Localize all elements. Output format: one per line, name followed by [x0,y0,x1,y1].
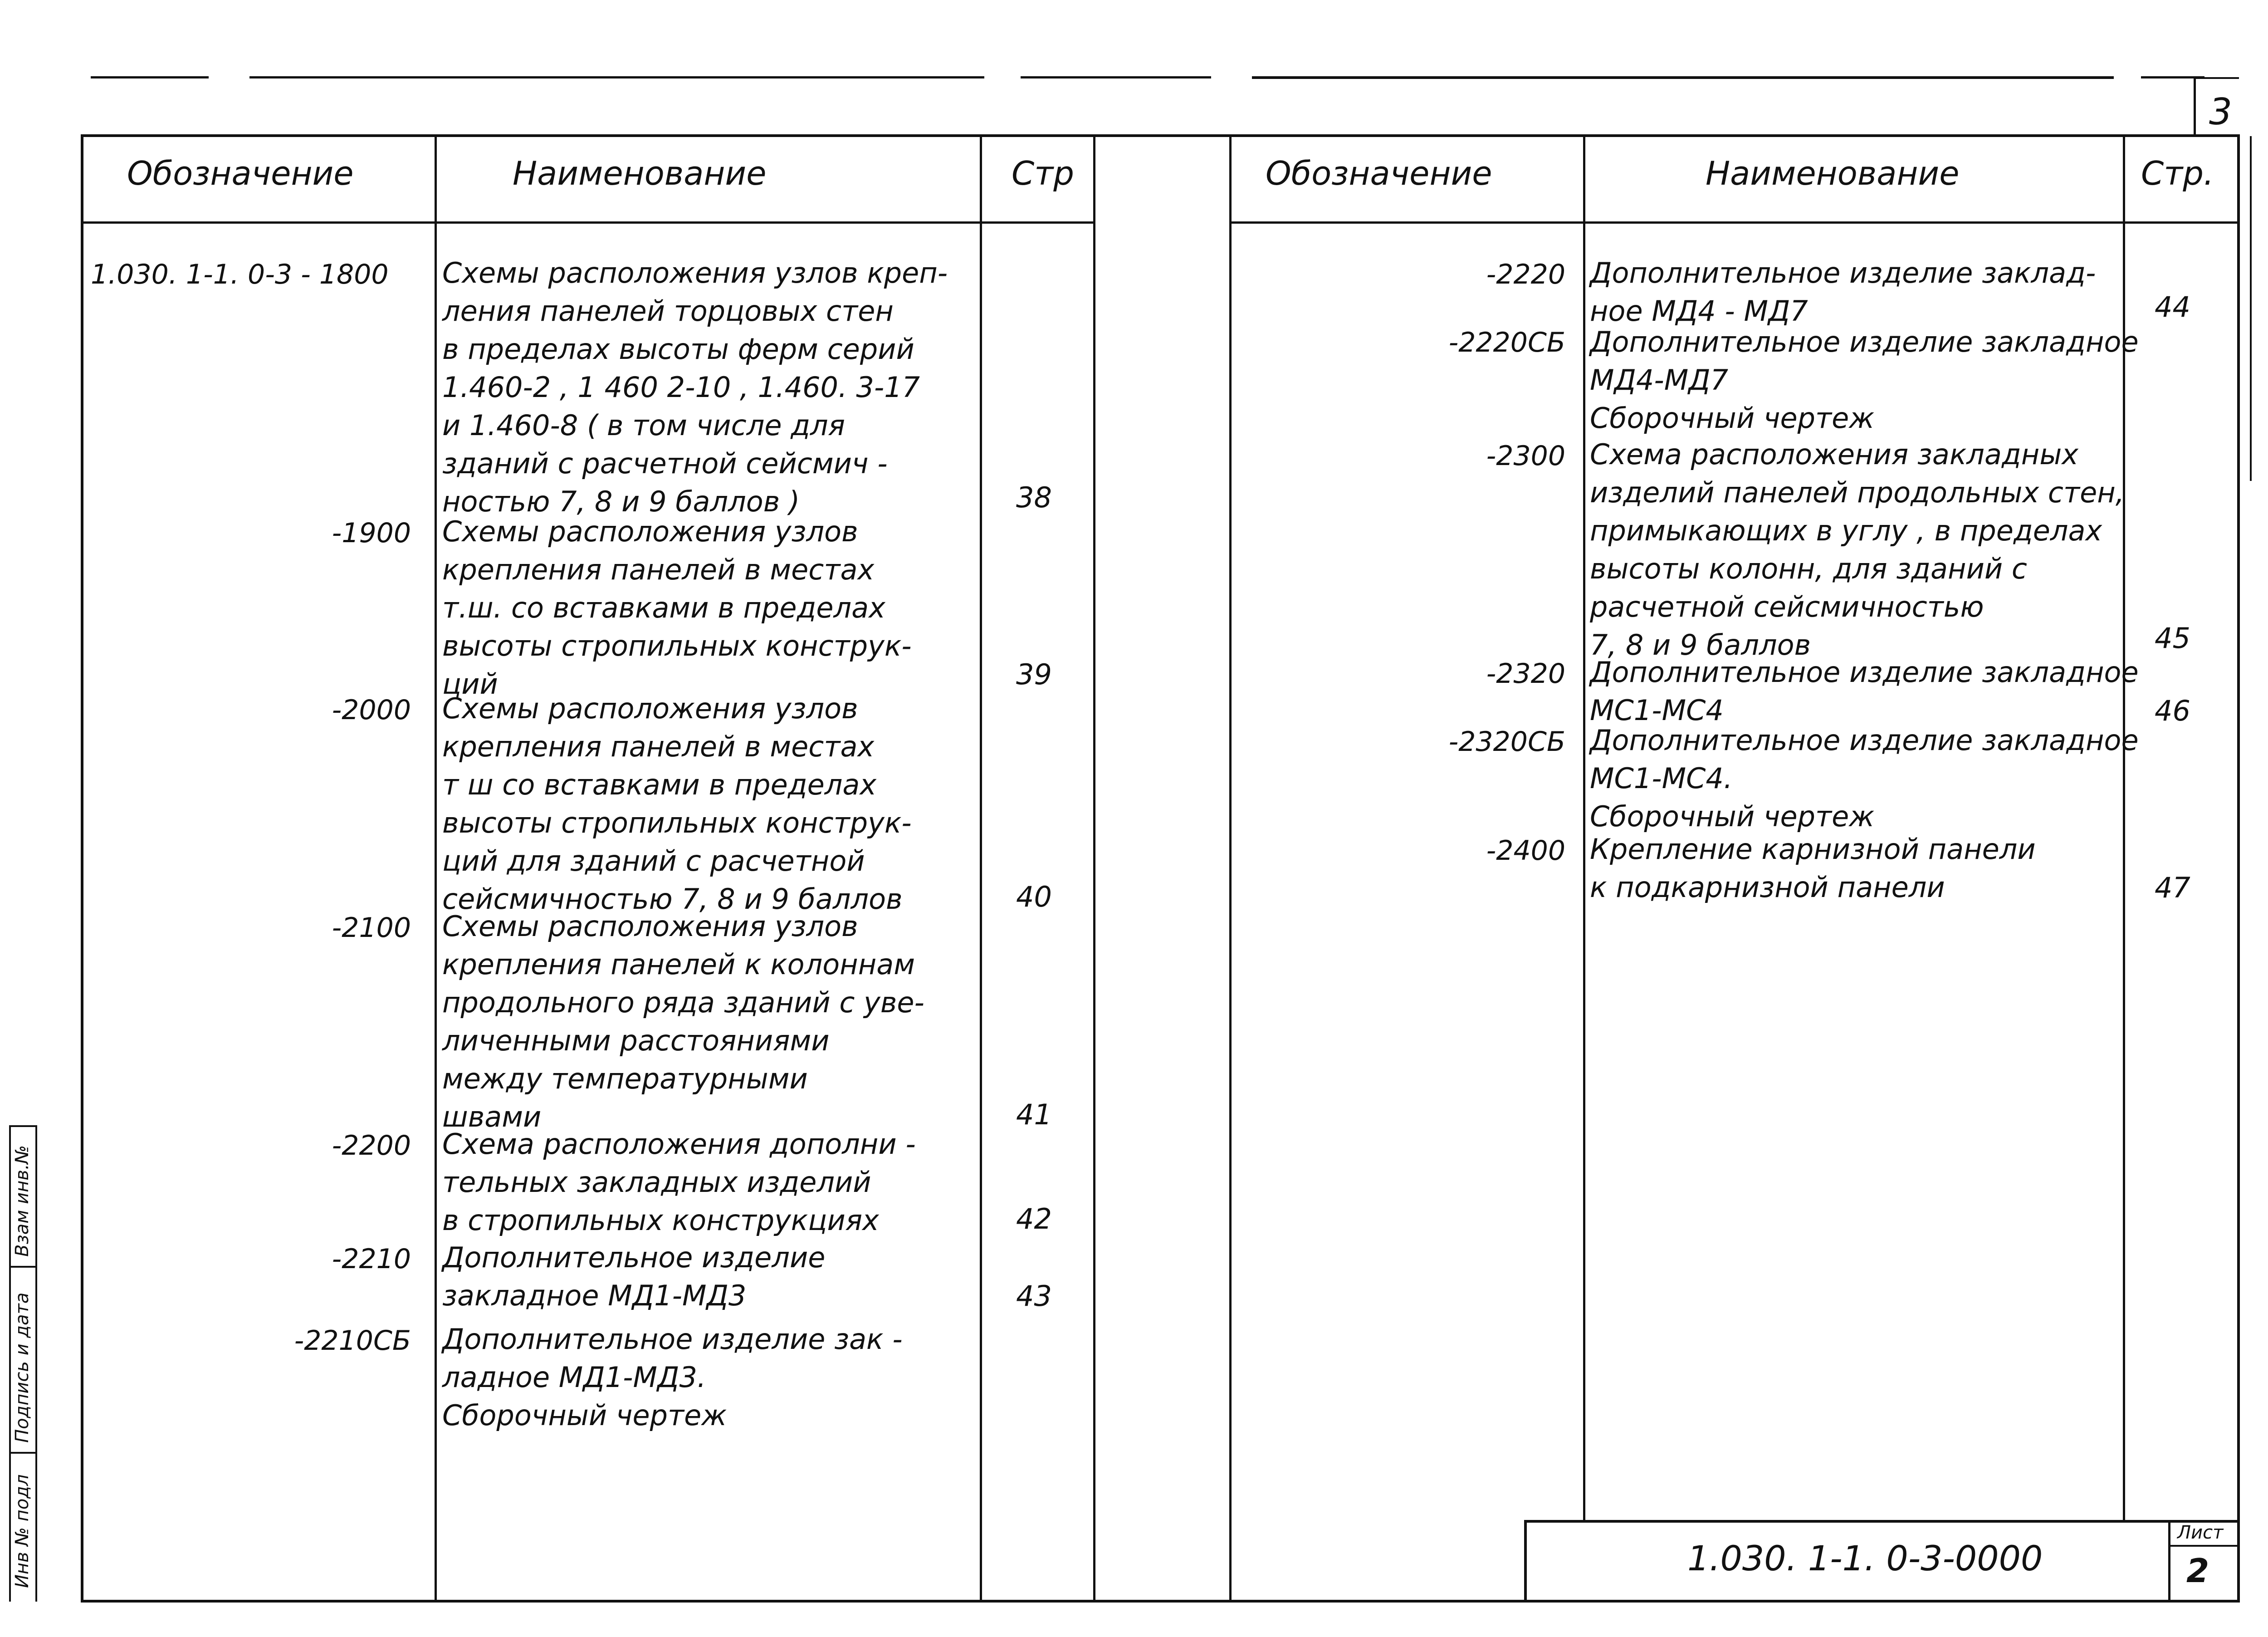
frame-right [2237,134,2240,1603]
side-stamp-top [9,1125,37,1127]
right-row-code: -2320СБ [1448,726,1565,758]
left-row-code: -1900 [332,517,411,549]
frame-top [81,134,2240,137]
left-row-name: Схемы расположения узлов креп- ления панелей торцовых стен в пределах высоты ферм серий 1.460-2 , 1 460 2-10 , 1.460. 3-17 и 1.460-8 ( в том числе для зданий с расчетной сейсмич - ностью 7, 8 и 9 баллов ) [442,256,948,518]
title-block-top [1524,1520,2240,1523]
top-rule-2 [249,76,984,78]
right-row-name: Дополнительное изделие закладное МС1-МС4. Сборочный чертеж [1590,724,2139,833]
frame-bottom [81,1600,2240,1603]
left-row-name: Схема расположения дополни - тельных закладных изделий в стропильных конструкциях [442,1127,916,1237]
side-stamp-div-1 [9,1266,37,1268]
top-rule-4 [1252,76,2114,79]
left-row-code: -2200 [332,1130,411,1162]
right-header-rule [1229,221,2240,224]
right-row-code: -2300 [1486,440,1565,472]
right-row-name: Дополнительное изделие заклад- ное МД4 - МД7 [1590,256,2096,328]
left-row-code: -2210СБ [294,1325,411,1357]
left-row-name: Схемы расположения узлов крепления панелей в местах т.ш. со вставками в пределах высоты стропильных конструк- ций [442,515,912,701]
right-row-name: Дополнительное изделие закладное МД4-МД7 Сборочный чертеж [1590,325,2139,435]
side-stamp-right [35,1125,37,1602]
right-header-page: Стр. [2141,154,2214,192]
title-block-left [1524,1520,1527,1602]
left-row-page: 40 [1016,880,1052,913]
right-header-designation: Обозначение [1266,154,1492,192]
left-row-code: -2000 [332,694,411,726]
top-rule-1 [91,76,209,78]
left-row-name: Дополнительное изделие закладное МД1-МД3 [442,1241,826,1312]
document-code: 1.030. 1-1. 0-3-0000 [1687,1538,2043,1578]
left-col-2 [980,134,982,1600]
left-row-page: 43 [1016,1279,1052,1313]
frame-left [81,134,83,1603]
right-row-code: -2220 [1486,259,1565,290]
title-block-divider [2168,1520,2170,1602]
left-header-rule [81,221,1095,224]
right-col-1 [1583,134,1585,1523]
right-col-0 [1229,134,1232,1600]
sheet-number-box-top [2194,77,2239,79]
right-header-name: Наименование [1706,154,1960,192]
left-row-code: -2100 [332,912,411,944]
left-row-code: 1.030. 1-1. 0-3 - 1800 [91,259,389,290]
title-block-sheet-rule [2168,1545,2239,1547]
left-col-3 [1093,134,1095,1600]
right-row-name: Дополнительное изделие закладное МС1-МС4 [1590,656,2139,727]
right-row-page: 46 [2155,694,2190,727]
right-row-code: -2400 [1486,835,1565,867]
left-col-1 [435,134,437,1600]
left-row-page: 41 [1016,1098,1052,1131]
sheet-label: Лист [2177,1522,2224,1543]
left-header-name: Наименование [513,154,767,192]
side-stamp-outer [9,1125,11,1602]
right-row-name: Крепление карнизной панели к подкарнизной панели [1590,833,2036,904]
right-row-page: 45 [2155,622,2190,655]
side-stamp-cell: Инв № подл [12,1474,33,1588]
left-row-name: Схемы расположения узлов крепления панелей в местах т ш со вставками в пределах высоты стропильных конструк- ций для зданий с расчетной сейсмичностью 7, 8 и 9 баллов [442,692,912,916]
left-row-page: 42 [1016,1202,1052,1235]
left-row-name: Схемы расположения узлов крепления панелей к колоннам продольного ряда зданий с уве- личенными расстояниями между температурными швами [442,910,924,1133]
left-row-page: 39 [1016,658,1052,691]
sheet-value: 2 [2186,1552,2209,1590]
left-row-name: Дополнительное изделие зак - ладное МД1-МД3. Сборочный чертеж [442,1323,903,1432]
left-row-page: 38 [1016,481,1052,514]
left-header-page: Стр [1012,154,1074,192]
right-row-code: -2220СБ [1448,327,1565,358]
left-row-code: -2210 [332,1243,411,1275]
sheet-number: 3 [2209,91,2232,133]
right-margin-mark [2250,136,2252,481]
left-header-designation: Обозначение [127,154,354,192]
sheet-number-box-left [2194,77,2196,136]
right-row-page: 44 [2155,290,2190,323]
right-row-code: -2320 [1486,658,1565,690]
side-stamp-div-2 [9,1452,37,1454]
top-rule-3 [1021,76,1211,78]
side-stamp-cell: Взам инв.№ [12,1145,33,1257]
right-row-name: Схема расположения закладных изделий панелей продольных стен, примыкающих в углу , в пределах высоты колонн, для зданий с расчетной сейсмичностью 7, 8 и 9 баллов [1590,438,2125,662]
side-stamp-cell: Подпись и дата [12,1292,33,1443]
right-row-page: 47 [2155,871,2190,904]
